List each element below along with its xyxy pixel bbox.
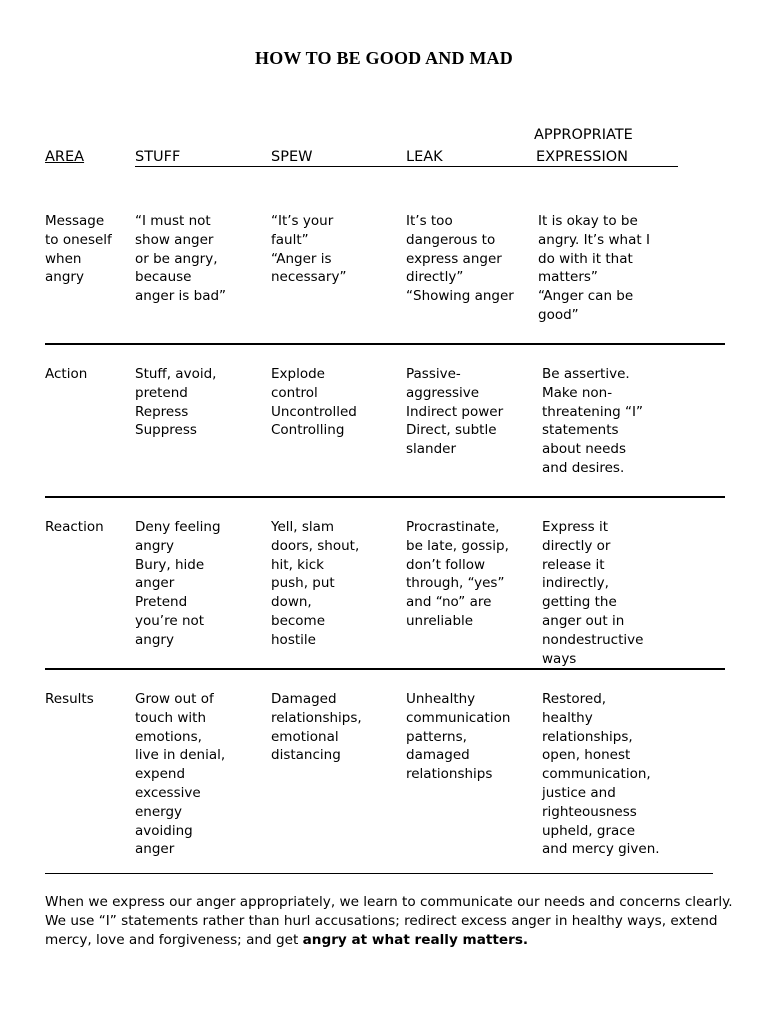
row-reaction-stuff: Deny feeling angry Bury, hide anger Pretend you’re not angry	[135, 519, 221, 648]
row-message-leak: It’s too dangerous to express anger directly” “Showing anger	[406, 213, 514, 305]
row-action-appropriate: Be assertive. Make non- threatening “I” statements about needs and desires.	[542, 366, 643, 476]
row-divider	[45, 496, 725, 498]
row-reaction-area: Reaction	[45, 519, 104, 535]
table-bottom-rule	[45, 873, 713, 874]
row-divider	[45, 343, 725, 345]
header-stuff: STUFF	[135, 149, 181, 165]
row-results-spew: Damaged relationships, emotional distancing	[271, 691, 362, 764]
row-message-appropriate: It is okay to be angry. It’s what I do with it that matters” “Anger can be good”	[538, 213, 650, 323]
row-reaction-appropriate: Express it directly or release it indirectly, getting the anger out in nondestructive ways	[542, 519, 644, 667]
header-spew: SPEW	[271, 149, 313, 165]
row-results-leak: Unhealthy communication patterns, damaged relationships	[406, 691, 511, 783]
row-action-leak: Passive- aggressive Indirect power Direct, subtle slander	[406, 366, 504, 458]
header-area: AREA	[45, 149, 85, 165]
header-appropriate-line1: APPROPRIATE	[534, 127, 633, 143]
row-message-spew: “It’s your fault” “Anger is necessary”	[271, 213, 347, 286]
header-underline	[135, 166, 678, 167]
row-divider	[45, 668, 725, 670]
row-results-area: Results	[45, 691, 94, 707]
row-action-spew: Explode control Uncontrolled Controlling	[271, 366, 357, 439]
row-message-stuff: “I must not show anger or be angry, because anger is bad”	[135, 213, 227, 305]
row-message-area: Message to oneself when angry	[45, 213, 112, 286]
row-action-area: Action	[45, 366, 88, 382]
footer-bold-text: angry at what really matters.	[302, 931, 529, 948]
header-leak: LEAK	[406, 149, 443, 165]
page-title: HOW TO BE GOOD AND MAD	[255, 48, 513, 68]
footer-text: When we express our anger appropriately, we learn to communicate our needs and concerns clearly. We use “I” statements rather than hurl accusations; redirect excess anger in healthy ways, extend mercy, love and forgiveness; and get	[45, 894, 733, 948]
header-appropriate-line2: EXPRESSION	[536, 149, 629, 165]
row-reaction-leak: Procrastinate, be late, gossip, don’t follow through, “yes” and “no” are unreliable	[406, 519, 509, 629]
footer-paragraph	[45, 893, 735, 949]
row-results-appropriate: Restored, healthy relationships, open, honest communication, justice and righteousness upheld, grace and mercy given.	[542, 691, 660, 858]
row-results-stuff: Grow out of touch with emotions, live in denial, expend excessive energy avoiding anger	[135, 691, 226, 858]
row-action-stuff: Stuff, avoid, pretend Repress Suppress	[135, 366, 217, 439]
row-reaction-spew: Yell, slam doors, shout, hit, kick push, put down, become hostile	[271, 519, 360, 648]
